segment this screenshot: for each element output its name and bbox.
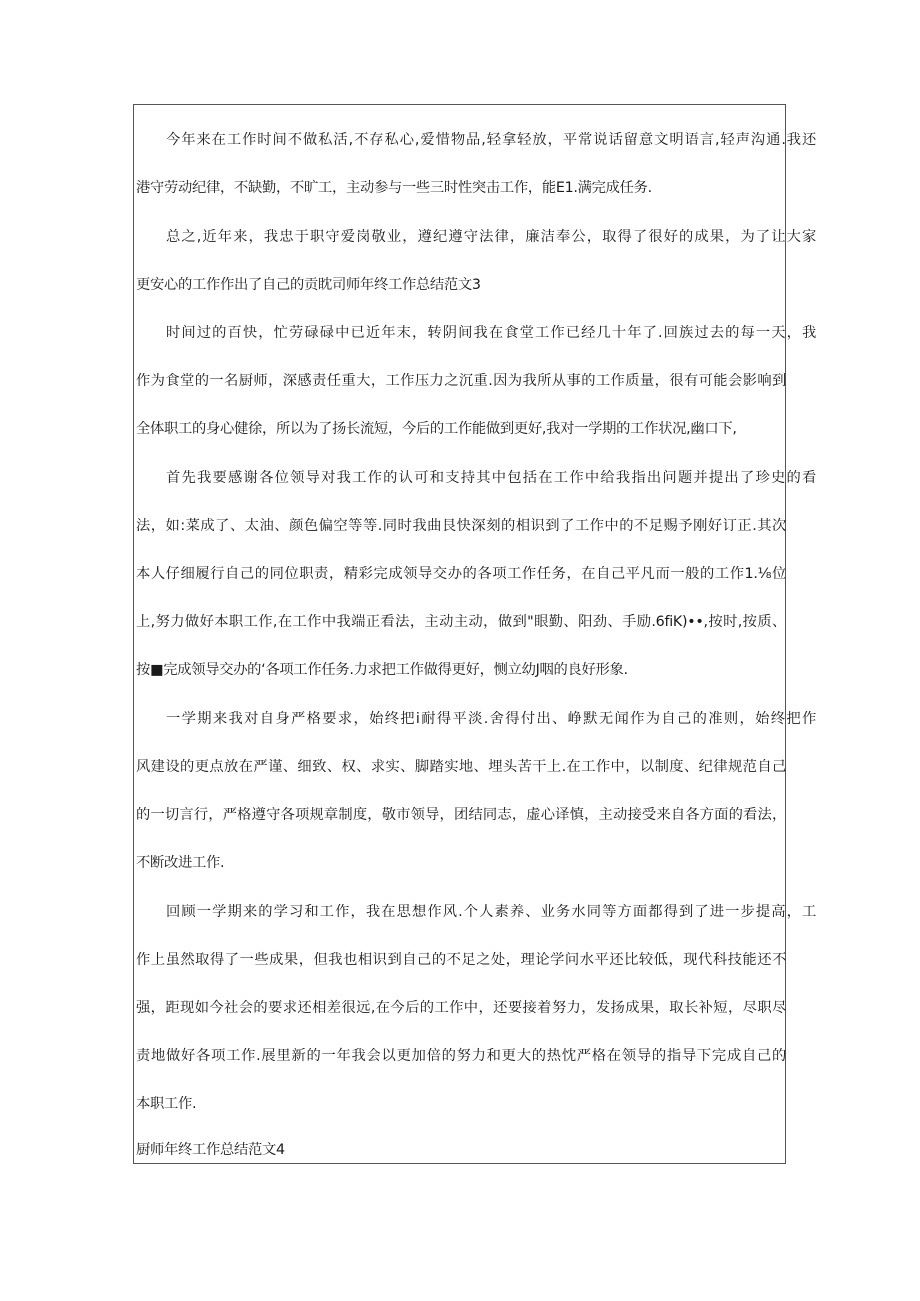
section-heading-4: 厨师年终工作总结范文4 — [136, 1142, 285, 1158]
paragraph-3-line-2: 作为食堂的一名厨师，深感责任重大，工作压力之沉重.因为我所从事的工作质量，很有可能会影响到 — [136, 373, 786, 389]
paragraph-5-line-3: 的一切言行，严格遵守各项规章制度，敬市领导，团结同志，虚心译慎，主动接受来自各方面的看法， — [136, 807, 786, 823]
paragraph-6-line-1: 回顾一学期来的学习和工作，我在思想作风.个人素养、业务水同等方面都得到了进一步提高，工 — [166, 904, 816, 920]
paragraph-4-line-5: 按■完成领导交办的‘各项工作任务.力求把工作做得更好，恻立幼J咽的良好形象. — [136, 662, 628, 678]
paragraph-5-line-2: 风建设的更点放在严谨、细致、权、求实、脚踏实地、埋头苦干上.在工作中，以制度、纪律规范自己 — [136, 759, 786, 775]
paragraph-6-line-5: 本职工作. — [136, 1096, 197, 1112]
paragraph-4-line-4: 上,努力做好本职工作,在工作中我端正看法，主动主动，做到"眼勤、阳劲、手励.6fiK)••,按时,按质、 — [136, 614, 786, 630]
paragraph-6-line-3: 强，距现如今社会的要求还相差很远,在今后的工作中，还要接着努力，发扬成果，取长补短，尽职尽 — [136, 1000, 786, 1016]
paragraph-1-line-2: 港守劳动纪律，不缺勤，不旷工，主动参与一些三时性突击工作，能E1.满完成任务. — [136, 180, 652, 196]
paragraph-6-line-4: 责地做好各项工作.展里新的一年我会以更加倍的努力和更大的热忱严格在领导的指导下完成自己的 — [136, 1048, 786, 1064]
paragraph-5-line-1: 一学期来我对自身严格要求，始终把i耐得平淡.舍得付出、峥默无闻作为自己的准则，始终把作 — [166, 711, 816, 727]
paragraph-4-line-3: 本人仔细履行自己的同位职责，精彩完成领导交办的各项工作任务，在自己平凡而一般的工作1.⅛位 — [136, 566, 786, 582]
paragraph-6-line-2: 作上虽然取得了一些成果，但我也相识到自己的不足之处，理论学问水平还比较低，现代科技能还不 — [136, 952, 786, 968]
paragraph-4-line-1: 首先我要感谢各位领导对我工作的认可和支持其中包括在工作中给我指出问题并提出了珍史的看 — [166, 470, 816, 486]
paragraph-3-line-3: 全体职工的身心健徐，所以为了扬长流短，今后的工作能做到更好,我对一学期的工作状况,幽口下, — [136, 421, 737, 437]
paragraph-5-line-4: 不断改进工作. — [136, 855, 225, 871]
paragraph-1-line-1: 今年来在工作时间不做私活,不存私心,爱惜物品,轻拿轻放，平常说话留意文明语言,轻声沟通.我还 — [166, 132, 816, 148]
paragraph-2-line-2-with-heading-3: 更安心的工作作出了自己的贡眈司师年终工作总结范文3 — [136, 277, 481, 293]
paragraph-4-line-2: 法，如:菜成了、太油、颜色偏空等等.同时我曲艮快深刻的相识到了工作中的不足赐予刚好订正.其次 — [136, 518, 786, 534]
paragraph-3-line-1: 时间过的百快，忙劳碌碌中已近年末，转阴间我在食堂工作已经几十年了.回族过去的每一天，我 — [166, 325, 816, 341]
paragraph-2-line-1: 总之,近年来，我忠于职守爱岗敬业，遵纪遵守法律，廉洁奉公，取得了很好的成果，为了让大家 — [166, 229, 816, 245]
